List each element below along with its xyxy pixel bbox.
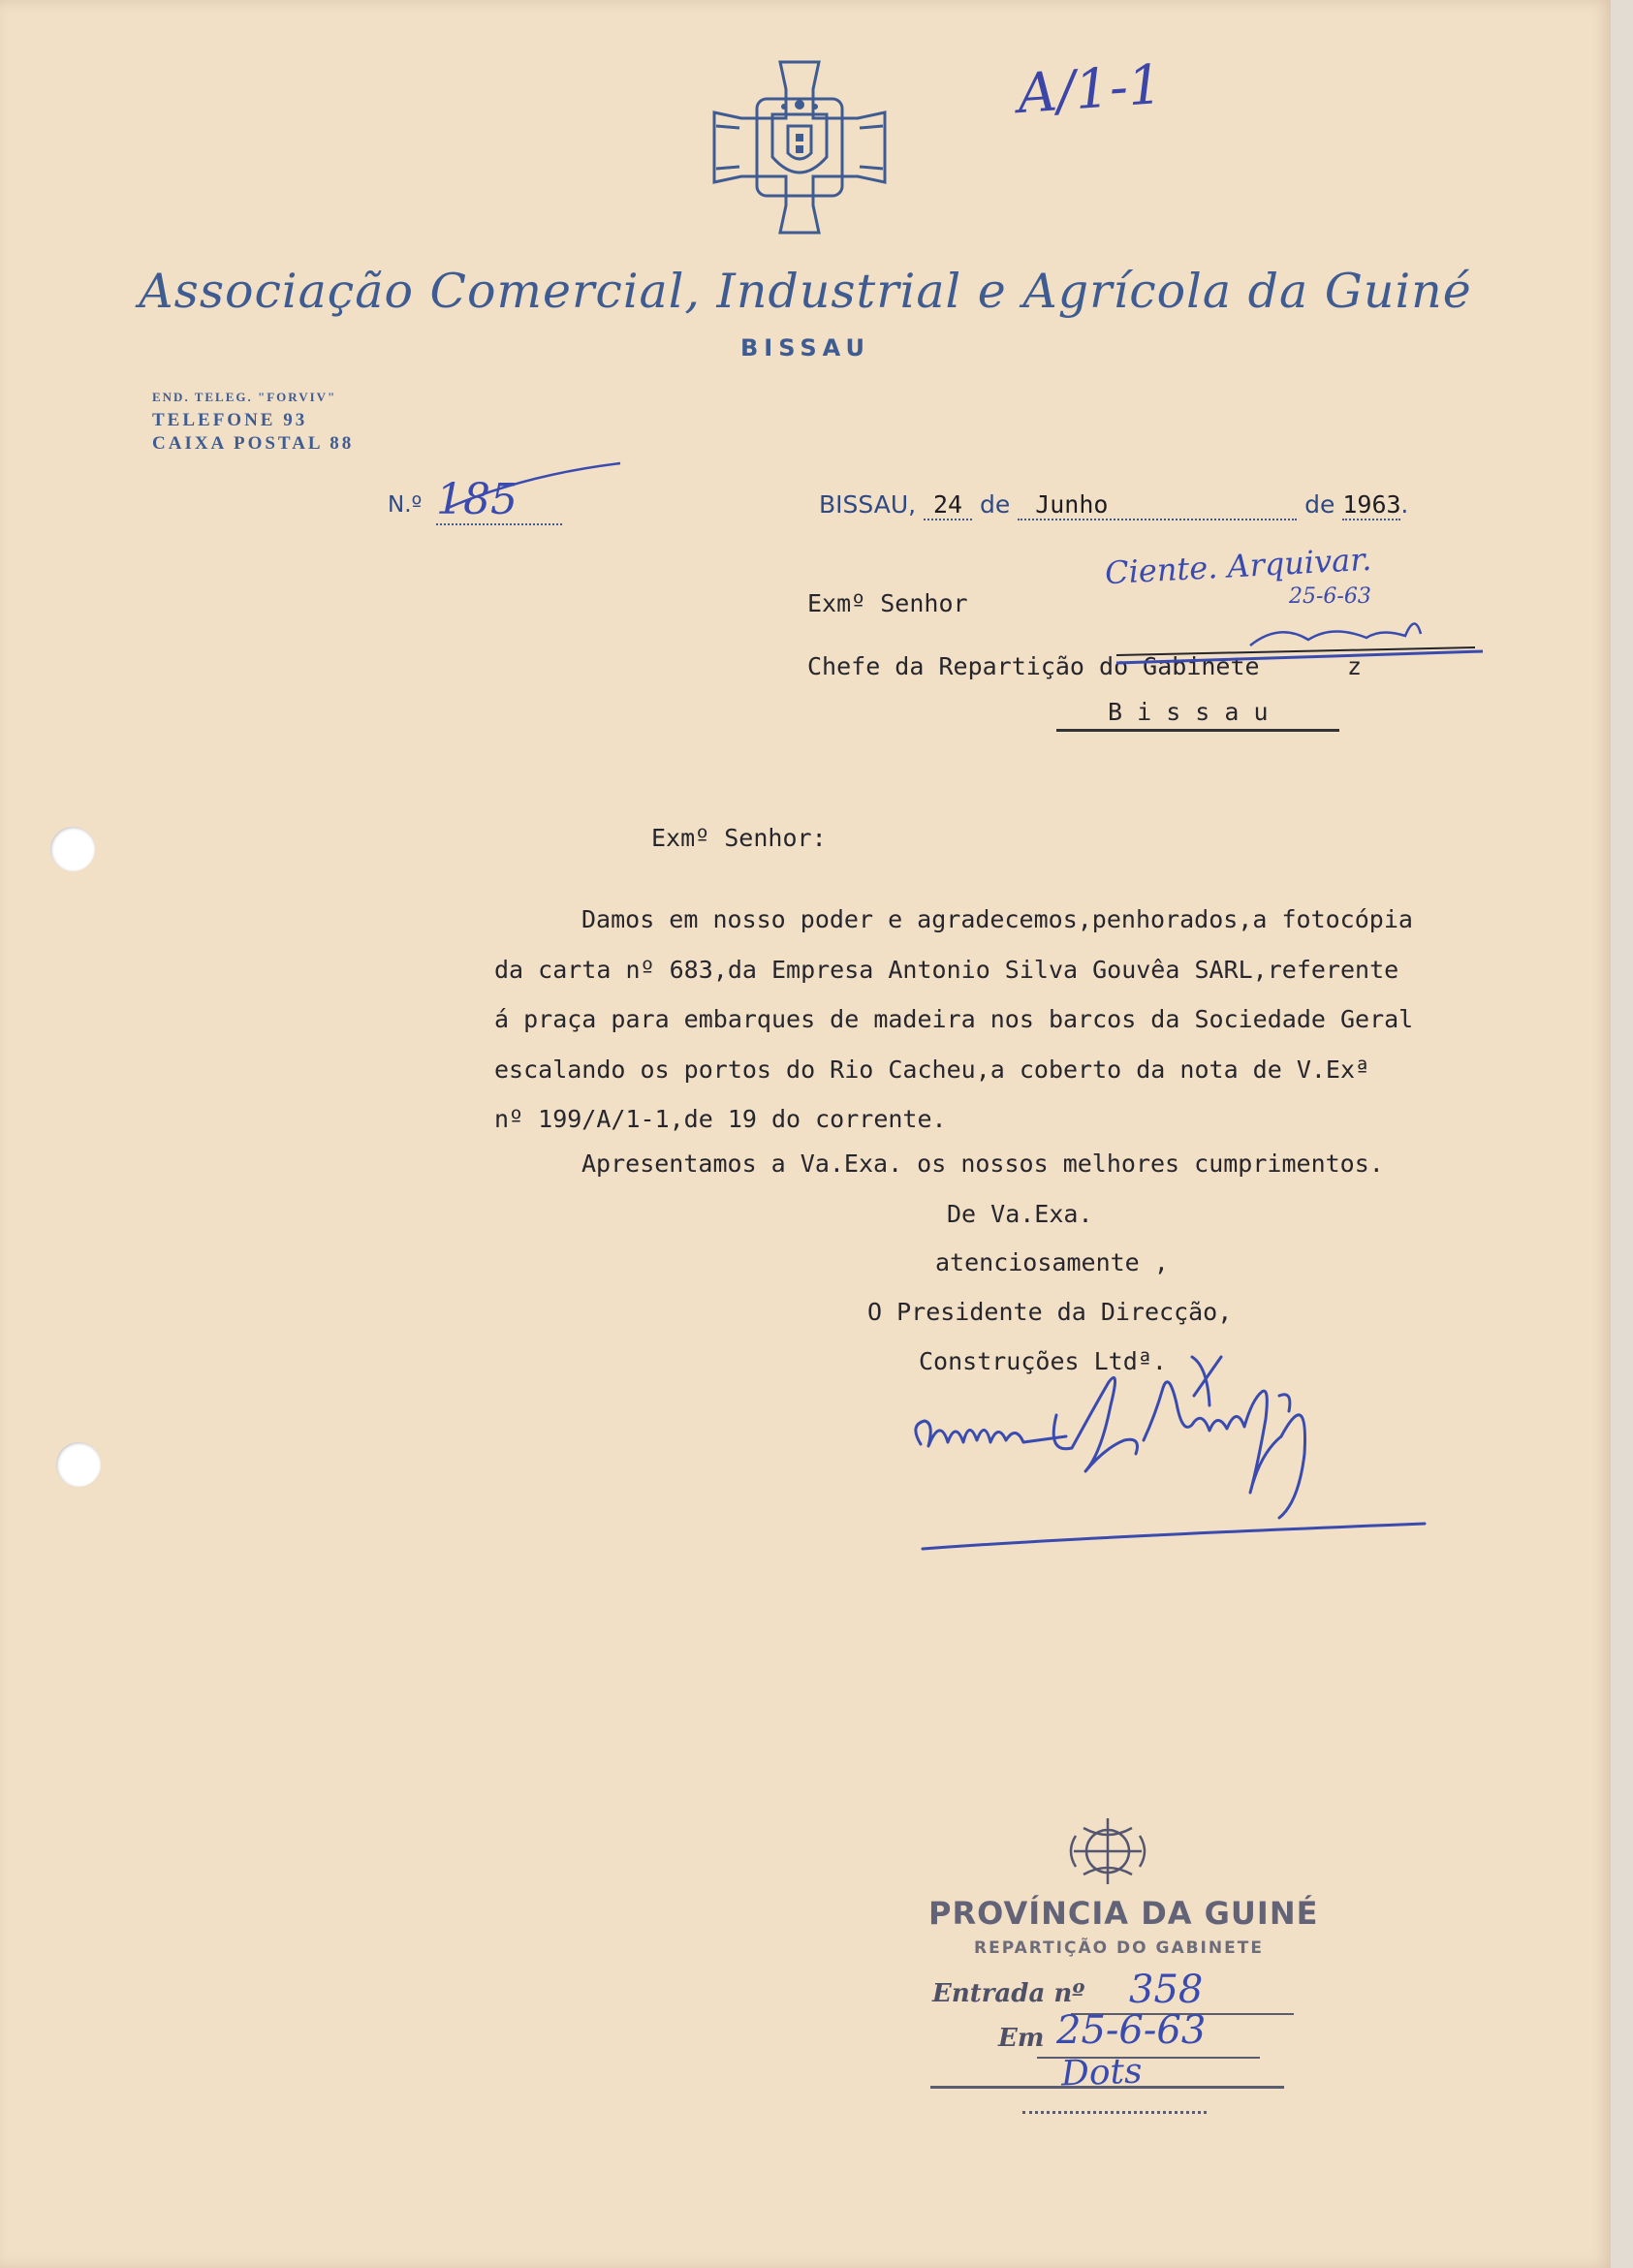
closing-line: atenciosamente , [935, 1248, 1169, 1276]
punch-hole [50, 827, 95, 871]
closing-line: Construções Ltdª. [919, 1347, 1167, 1375]
stamp-initials: Dots [1060, 2051, 1144, 2095]
date-line [819, 490, 1408, 520]
body-line: da carta nº 683,da Empresa Antonio Silva Gouvêa SARL,referente [494, 956, 1399, 984]
body-line: nº 199/A/1-1,de 19 do corrente. [494, 1105, 947, 1133]
stamp-title: PROVÍNCIA DA GUINÉ [928, 1895, 1319, 1932]
handwritten-archive-ref: A/1-1 [1015, 52, 1165, 127]
recipient-line1: Chefe da Repartição do Gabinete [807, 652, 1260, 680]
stamp-emblem-icon [1064, 1812, 1151, 1890]
stamp-entrada-label: Entrada nº [932, 1979, 1085, 2008]
recipient-underline [1056, 729, 1339, 732]
pen-stroke-icon [436, 456, 630, 514]
date-de: de [979, 490, 1011, 519]
closing-line: O Presidente da Direcção, [867, 1298, 1233, 1326]
telegraph-address: END. TELEG. "FORVIV" [152, 390, 337, 404]
closing-line: Apresentamos a Va.Exa. os nossos melhores cumprimentos. [581, 1150, 1384, 1178]
signature [901, 1347, 1444, 1580]
date-day: 24 [924, 490, 972, 520]
stamp-line [930, 2086, 1284, 2089]
recipient-salutation: Exmº Senhor [807, 589, 968, 617]
telephone: TELEFONE 93 [152, 410, 308, 430]
date-de: de [1304, 490, 1335, 519]
punch-hole [56, 1442, 101, 1487]
stamp-date-value: 25-6-63 [1056, 2008, 1207, 2053]
contact-block [152, 386, 354, 456]
body-line: Damos em nosso poder e agradecemos,penhorados,a fotocópia [581, 905, 1413, 933]
date-month: Junho [1018, 490, 1297, 520]
letter-number-value: 185 [436, 477, 562, 525]
stamp-subtitle: REPARTIÇÃO DO GABINETE [974, 1938, 1264, 1958]
date-prefix: BISSAU, [819, 490, 917, 519]
recipient-line2: B i s s a u [1108, 698, 1269, 726]
date-year: 1963 [1342, 490, 1401, 519]
greeting: Exmº Senhor: [651, 824, 827, 852]
handwritten-annotation-date: 25-6-63 [1289, 584, 1371, 609]
date-end: . [1400, 490, 1409, 519]
cross-emblem-icon [712, 60, 887, 235]
organization-name: Associação Comercial, Industrial e Agrícola da Guiné [139, 264, 1472, 319]
strikethrough-icon [1115, 609, 1488, 673]
closing-line: De Va.Exa. [947, 1200, 1093, 1228]
stamp-entrada-value: 358 [1129, 1968, 1204, 2012]
po-box: CAIXA POSTAL 88 [152, 433, 355, 454]
body-line: escalando os portos do Rio Cacheu,a coberto da nota de V.Exª [494, 1055, 1370, 1084]
handwritten-annotation-note: Ciente. Arquivar. [1104, 540, 1373, 592]
organization-city: BISSAU [739, 334, 871, 362]
scan-background [1611, 0, 1633, 2268]
stamp-date-label: Em [998, 2024, 1045, 2053]
body-line: á praça para embarques de madeira nos barcos da Sociedade Geral [494, 1005, 1414, 1033]
letter-number-label: N.º [388, 492, 423, 518]
recipient-edit: z [1347, 652, 1363, 680]
stamp-dotted-line [1022, 2111, 1207, 2114]
